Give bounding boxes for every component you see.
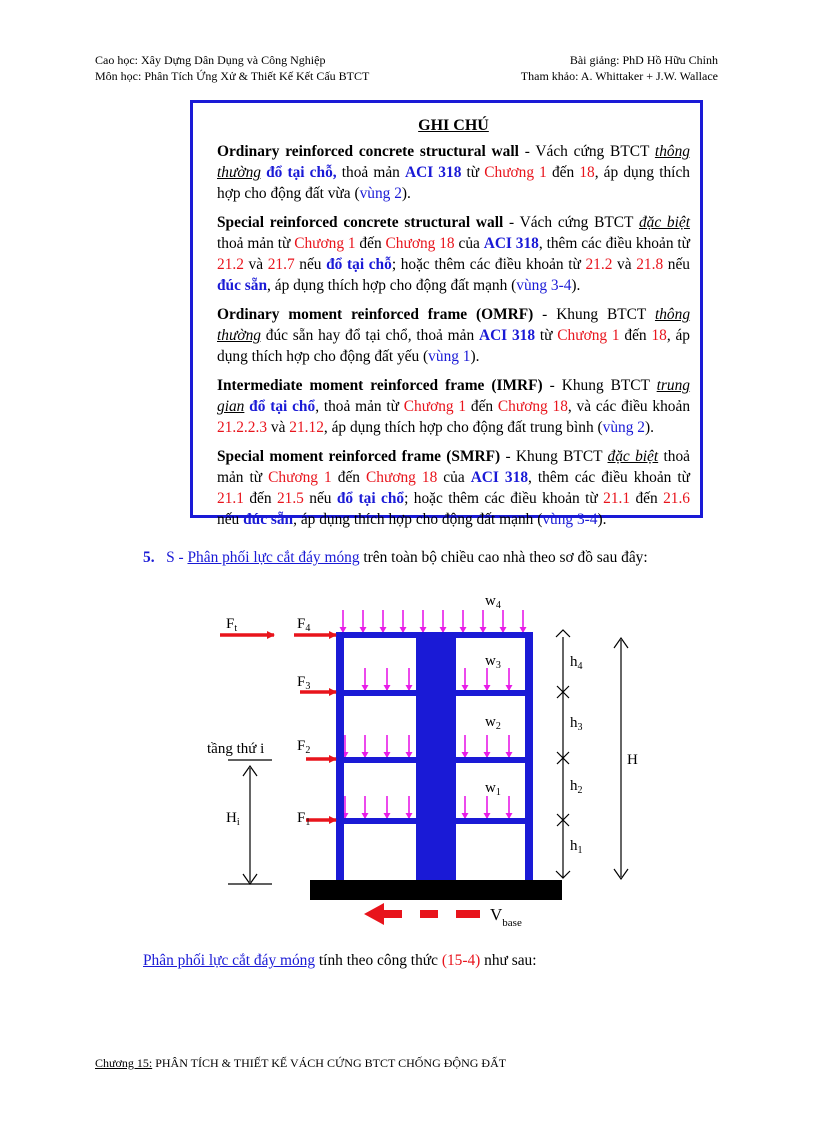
label-ft: $F_t$ bbox=[226, 616, 238, 634]
text: , áp dụng thích hợp cho động đất trung bình ( bbox=[323, 419, 603, 436]
zone-ref: vùng 2 bbox=[602, 419, 645, 436]
text: - Khung BTCT bbox=[533, 306, 655, 323]
text: ; hoặc thêm các điều khoản từ bbox=[391, 256, 586, 273]
chapter-ref: 18 bbox=[579, 164, 595, 181]
strong: đổ tại chỗ bbox=[326, 256, 392, 273]
text: , thoả mản từ bbox=[315, 398, 404, 415]
label-f4: $F_4$ bbox=[297, 616, 311, 634]
header-reference: Tham khảo: A. Whittaker + J.W. Wallace bbox=[520, 69, 718, 83]
text: đến bbox=[355, 235, 386, 252]
floor-beam-1 bbox=[336, 818, 533, 824]
text: và bbox=[267, 419, 290, 436]
clause-ref: 21.6 bbox=[663, 490, 690, 507]
text: - Khung BTCT bbox=[542, 377, 657, 394]
floor-beam-2 bbox=[336, 757, 533, 763]
label-w4: $w_4$ bbox=[485, 593, 501, 611]
section-number: 5. bbox=[143, 549, 155, 566]
text: của bbox=[437, 469, 471, 486]
clause-ref: 21.2 bbox=[217, 256, 244, 273]
aci-ref: ACI 318 bbox=[478, 327, 536, 344]
label-total-height: H bbox=[627, 752, 638, 768]
clause-ref: 21.1 bbox=[217, 490, 244, 507]
text: nếu bbox=[663, 256, 690, 273]
text: và bbox=[612, 256, 637, 273]
clause-ref: 21.2 bbox=[585, 256, 613, 273]
text: , áp dụng thích hợp cho động đất yếu ( bbox=[217, 327, 690, 365]
text: từ bbox=[461, 164, 485, 181]
text: đến bbox=[619, 327, 652, 344]
text: ). bbox=[470, 348, 480, 365]
base-shear-distribution-link[interactable]: Phân phối lực cắt đáy móng bbox=[143, 952, 316, 969]
label-f3: $F_3$ bbox=[297, 674, 311, 692]
label-vbase: $V_{base}$ bbox=[490, 905, 522, 929]
text: ). bbox=[597, 511, 607, 528]
base-shear-arrow bbox=[364, 903, 480, 925]
text: từ bbox=[535, 327, 558, 344]
label-h2: $h_2$ bbox=[570, 778, 583, 796]
clause-ref: 21.2.2.3 bbox=[217, 419, 268, 436]
header-course: Cao học: Xây Dựng Dân Dụng và Công Nghiệp bbox=[95, 53, 326, 67]
section-text: trên toàn bộ chiều cao nhà theo sơ đồ sau đây: bbox=[359, 549, 648, 566]
roof-beam bbox=[336, 632, 533, 638]
text: đúc sẵn hay đổ tại chổ, thoả mản bbox=[260, 327, 479, 344]
clause-ref: 21.1 bbox=[603, 490, 631, 507]
chapter-ref: 18 bbox=[651, 327, 667, 344]
emphasis: đặc biệt bbox=[607, 448, 659, 465]
label-w2: $w_2$ bbox=[485, 714, 501, 732]
strong: đổ tại chổ bbox=[249, 398, 316, 415]
text: , áp dụng thích hợp cho động đất vừa ( bbox=[217, 164, 690, 202]
formula-line bbox=[143, 952, 537, 970]
label-w1: $w_1$ bbox=[485, 780, 501, 798]
chapter-ref: Chương 18 bbox=[366, 469, 438, 486]
zone-ref: vùng 1 bbox=[428, 348, 471, 365]
zone-ref: vùng 3-4 bbox=[542, 511, 598, 528]
load-roof bbox=[343, 610, 523, 632]
text: , thêm các điều khoản từ bbox=[538, 235, 691, 252]
label-storey: tầng thứ i bbox=[207, 741, 265, 757]
label-f2: $F_2$ bbox=[297, 738, 311, 756]
aci-ref: ACI 318 bbox=[470, 469, 529, 486]
text: đến bbox=[466, 398, 498, 415]
text: đến bbox=[546, 164, 580, 181]
strong: đúc sẵn bbox=[217, 277, 268, 294]
term: Intermediate moment reinforced frame (IMRF) bbox=[217, 377, 543, 394]
footer-chapter: Chương 15: bbox=[95, 1056, 153, 1070]
clause-ref: 21.7 bbox=[267, 256, 295, 273]
label-w3: $w_3$ bbox=[485, 653, 501, 671]
text: nếu bbox=[217, 511, 244, 528]
strong: đổ tại chỗ, bbox=[266, 164, 337, 181]
text: , và các điều khoản bbox=[567, 398, 691, 415]
base-shear-link[interactable]: Phân phối lực cắt đáy móng bbox=[187, 549, 360, 566]
emphasis: đặc biệt bbox=[638, 214, 690, 231]
text: đến bbox=[331, 469, 367, 486]
text: thoả mản bbox=[336, 164, 405, 181]
clause-ref: 21.5 bbox=[276, 490, 304, 507]
formula-text: tính theo công thức bbox=[315, 952, 442, 969]
term: Ordinary moment reinforced frame (OMRF) bbox=[217, 306, 534, 323]
label-h3: $h_3$ bbox=[570, 715, 583, 733]
label-f1: $F_1$ bbox=[297, 810, 311, 828]
text: , áp dụng thích hợp cho động đất mạnh ( bbox=[267, 277, 517, 294]
text: ). bbox=[401, 185, 411, 202]
foundation bbox=[310, 880, 562, 900]
emphasis: thông thường bbox=[217, 143, 690, 181]
aci-ref: ACI 318 bbox=[483, 235, 539, 252]
note-title: GHI CHÚ bbox=[418, 117, 489, 134]
emphasis: trung gian bbox=[217, 377, 691, 415]
term: Special reinforced concrete structural wall bbox=[217, 214, 504, 231]
text: ). bbox=[644, 419, 654, 436]
chapter-ref: Chương 1 bbox=[294, 235, 356, 252]
term: Special moment reinforced frame (SMRF) bbox=[217, 448, 501, 465]
footer-title: PHÂN TÍCH & THIẾT KẾ VÁCH CỨNG BTCT CHỐNG ĐỘNG ĐẤT bbox=[152, 1056, 507, 1070]
chapter-ref: Chương 1 bbox=[403, 398, 467, 415]
text: , áp dụng thích hợp cho động đất mạnh ( bbox=[293, 511, 543, 528]
text: - Khung BTCT bbox=[500, 448, 608, 465]
text: - Vách cứng BTCT bbox=[518, 143, 655, 160]
floor-beam-3 bbox=[336, 690, 533, 696]
text: đến bbox=[630, 490, 664, 507]
strong: đúc sẵn bbox=[243, 511, 294, 528]
emphasis: thông thường bbox=[217, 306, 691, 344]
label-h4: $h_4$ bbox=[570, 654, 583, 672]
header-subject: Môn học: Phân Tích Ứng Xử & Thiết Kế Kết Cấu BTCT bbox=[95, 69, 370, 83]
chapter-ref: Chương 1 bbox=[557, 327, 620, 344]
formula-text-end: như sau: bbox=[480, 952, 537, 969]
text: đến bbox=[243, 490, 277, 507]
chapter-ref: Chương 1 bbox=[484, 164, 547, 181]
page-footer bbox=[95, 1056, 506, 1071]
text: ; hoặc thêm các điều khoản từ bbox=[404, 490, 604, 507]
header-lecturer: Bài giảng: PhD Hồ Hữu Chỉnh bbox=[569, 53, 718, 67]
text: - Vách cứng BTCT bbox=[503, 214, 639, 231]
lateral-forces bbox=[220, 635, 336, 820]
text: , thêm các điều khoản từ bbox=[528, 469, 691, 486]
text: nếu bbox=[294, 256, 327, 273]
clause-ref: 21.8 bbox=[636, 256, 664, 273]
clause-ref: 21.12 bbox=[289, 419, 324, 436]
zone-ref: vùng 3-4 bbox=[516, 277, 572, 294]
aci-ref: ACI 318 bbox=[404, 164, 462, 181]
text: của bbox=[454, 235, 484, 252]
chapter-ref: Chương 18 bbox=[385, 235, 455, 252]
text: ). bbox=[571, 277, 581, 294]
label-hi: $H_i$ bbox=[226, 810, 240, 828]
text: thoả mản từ bbox=[217, 448, 690, 486]
text: nếu bbox=[303, 490, 337, 507]
term: Ordinary reinforced concrete structural wall bbox=[217, 143, 519, 160]
strong: đổ tại chổ bbox=[336, 490, 405, 507]
text: và bbox=[243, 256, 268, 273]
formula-ref: (15-4) bbox=[441, 952, 481, 969]
label-h1: $h_1$ bbox=[570, 838, 583, 856]
chapter-ref: Chương 1 bbox=[268, 469, 332, 486]
text: thoả mản từ bbox=[217, 235, 295, 252]
section-code: S bbox=[166, 549, 175, 566]
chapter-ref: Chương 18 bbox=[497, 398, 568, 415]
zone-ref: vùng 2 bbox=[359, 185, 402, 202]
section-dash: - bbox=[174, 549, 188, 566]
